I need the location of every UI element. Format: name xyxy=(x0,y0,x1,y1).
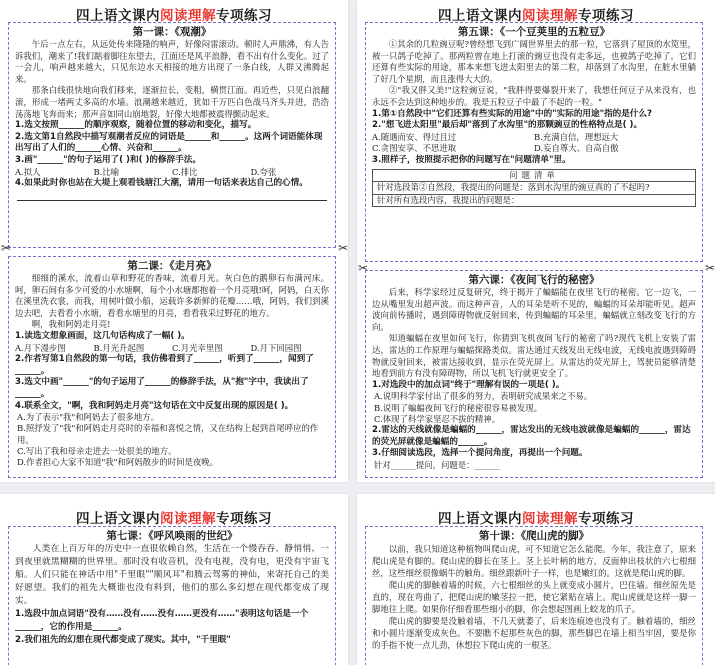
question-4: 4.联系全文，"啊，我和阿妈走月亮"这句话在文中反复出现的原因是( )。 xyxy=(15,400,294,411)
lesson-10-box xyxy=(365,526,703,665)
lesson-7-box xyxy=(8,526,336,665)
answer-line[interactable] xyxy=(17,190,327,201)
scissors-icon: ✂ xyxy=(1,241,12,255)
question-3-answer-line[interactable]: 针对______提问，问题是：______ xyxy=(374,459,500,470)
question-1: 1.第①自然段中"它们还算有些实际的用途"中的"实际的用途"指的是什么? xyxy=(372,108,653,119)
lesson-1-box xyxy=(8,22,336,248)
worksheet-page-2 xyxy=(357,0,715,482)
table-row[interactable]: 针对所有选段内容，我提出的问题是： xyxy=(373,194,696,207)
worksheet-page-1 xyxy=(0,0,348,482)
question-2-options: A.随遇而安、得过且过 B.充满自信，理想远大 xyxy=(372,131,619,142)
page-title: 四上语文课内阅读理解专项练习 xyxy=(438,511,634,527)
option-c: C.写出了我和母亲走进去一处很美的地方。 xyxy=(17,445,177,456)
question-3: 3.仔细阅读选段，选择一个提问角度，再提出一个问题。 xyxy=(372,448,588,459)
question-2: 2.作者写第1自然段的第一句话，我仿佛看到了______，听到了______，闻到了______。 xyxy=(15,354,314,376)
question-1: 1.选文按照______的顺序观察，随着位置的移动和变化，描写。 xyxy=(15,120,257,131)
page-title: 四上语文课内阅读理解专项练习 xyxy=(76,511,272,527)
question-3: 3.画"______"的句子运用了( )和( )的修辞手法。 xyxy=(15,154,201,165)
lesson-2-box xyxy=(8,256,336,478)
question-1-options: A.月下漫步图 B.月光升起图 C.月光幸里图 D.月下回园图 xyxy=(15,342,302,353)
option-b: B.说明了蝙蝠夜间飞行的秘密很容易被发现。 xyxy=(374,402,542,413)
table-row: 针对选段第②自然段，我提出的问题是：落到水沟里的豌豆真的了不起吗? xyxy=(373,182,696,195)
question-4: 4.如果此时你也站在大堤上观看钱塘江大潮，请用一句话来表达自己的心情。 xyxy=(15,178,308,189)
option-a: A.为了表示"我"和阿妈去了很多地方。 xyxy=(17,412,160,423)
page-title: 四上语文课内阅读理解专项练习 xyxy=(438,8,634,24)
table-header: 问题清单 xyxy=(373,169,696,182)
question-1: 1.对选段中的加点词"终于"理解有误的一项是( )。 xyxy=(372,379,565,390)
worksheet-page-4 xyxy=(357,494,715,665)
lesson-title: 第十课：《爬山虎的脚》 xyxy=(478,530,590,542)
scissors-icon: ✂ xyxy=(358,261,369,275)
question-2: 2.选文第1自然段中描写观潮者反应的词语是______和______。这两个词语能体现出写出了人们的______心情、兴奋和______。 xyxy=(15,131,323,154)
lesson-title: 第二课：《走月亮》 xyxy=(127,260,217,272)
question-list-table xyxy=(372,169,696,208)
lesson-title: 第五课：《一个豆荚里的五粒豆》 xyxy=(457,26,611,38)
passage: 午后一点左右，从远处传来隆隆的响声，好像闷雷滚动。顿时人声鼎沸，有人告诉我们，潮来了!我们踮着脚往东望去，江面还是风平浪静，看不出有什么变化。过了一会儿，响声越来越大，只见东边水天相接的地方出现了一条白线，人群又沸腾起来。 那条白线很快地向我们移来，逐渐拉长，变粗，横贯江面。再近些，只见白浪翻滚，形成一堵两丈多高的水墙。浪潮越来越近，犹如千万匹白色战马齐头并进，浩浩荡荡地飞奔而来；那声音如同山崩地裂，好像大地都被震得颤动起来。 xyxy=(15,39,329,119)
passage: 人类在上百万年的历史中一直很依赖自然，生活在一个慢吞吞、静悄悄、一到夜里就黑糊糊的世界里。那时没有收音机，没有电视，没有电，更没有宇宙飞船。人们只能在神话中用"千里眼""顺风耳"和腾云驾雾的神仙，来寄托自己的美好愿望。我们的祖先大概谁也没有料到，他们的那么多幻想在现代都变成了现实。 xyxy=(15,544,329,606)
question-3: 3.选文中画"______"的句子运用了______的修辞手法，从"抱"字中，我读出了______。 xyxy=(15,377,309,399)
scissors-icon: ✂ xyxy=(337,241,348,255)
question-2-options: C.贪图安享、不思进取 D.妄自尊大、自高自傲 xyxy=(372,143,619,154)
lesson-title: 第一课：《观潮》 xyxy=(132,26,212,38)
passage: ①其余的几粒豌豆呢?曾经想飞到广阔世界里去的那一粒，它落到了屋顶的水笕里，被一只鸽子吃掉了。那两粒曾在地上打滚的豌豆也没有走多远，也被鸽子吃掉了。它们还算有些实际的用途，那本来想飞进太阳里去的第二粒，却落到了水沟里，在脏水里躺了好几个星期，而且涨得大大的。 ②"我又胖又美!"这粒豌豆说，"我胖得要爆裂开来了，我想任何豆子从来没有，也永远不会达到这种地步的。我是五粒豆子中最了不起的一粒。" xyxy=(372,39,696,107)
lesson-title: 第六课：《夜间飞行的秘密》 xyxy=(468,274,600,286)
question-3: 3.照样子，按照提示把你的问题写在"问题清单"里。 xyxy=(372,154,571,165)
question-3-options: A.拟人 B.比喻 C.排比 D.夸张 xyxy=(15,166,277,177)
lesson-6-box xyxy=(365,270,703,478)
passage: 后来，科学家经过反复研究，终于揭开了蝙蝠能在夜里飞行的秘密。它一边飞，一边从嘴里发出超声波。而这种声音，人的耳朵是听不见的，蝙蝠的耳朵却能听见。超声波向前传播时，遇到障碍物就反射回来，传到蝙蝠的耳朵里，蝙蝠就立刻改变飞行的方向。 知道蝙蝠在夜里如何飞行，你猜到飞机夜间飞行的秘密了吗?现代飞机上安装了雷达，雷达的工作原理与蝙蝠探路类似。雷达通过天线发出无线电波，无线电波遇到障碍物就反射回来，被雷达接收到，显示在荧光屏上。从雷达的荧光屏上，驾驶员能够清楚地看到前方有没有障碍物，所以飞机飞行就更安全了。 xyxy=(372,287,696,379)
lesson-title: 第七课：《呼风唤雨的世纪》 xyxy=(106,530,238,542)
page-title: 四上语文课内阅读理解专项练习 xyxy=(76,8,272,24)
passage: 以前，我只知道这种植物叫爬山虎，可不知道它怎么能爬。今年，我注意了，原来爬山虎是有脚的。爬山虎的脚长在茎上。茎上长叶柄的地方，反面伸出枝状的六七根细丝，这些细丝很像蜗牛的触角。细丝跟新叶子一样，也是嫩红的。这就是爬山虎的脚。 爬山虎的脚触着墙的时候，六七根细丝的头上就变成小圆片，巴住墙。细丝原先是直的，现在弯曲了，把爬山虎的嫩茎拉一把，使它紧贴在墙上。爬山虎就是这样一脚一脚地往上爬。如果你仔细看那些细小的脚，你会想起图画上蛟龙的爪子。 爬山虎的脚要是没触着墙，不几天就萎了，后来连痕迹也没有了。触着墙的，细丝和小圆片逐渐变成灰色。不要瞧不起那些灰色的脚，那些脚巴在墙上相当牢固，要是你的手指不使一点儿劲，休想拉下爬山虎的一根茎。 xyxy=(372,544,696,650)
option-b: B.照抒发了"我"和阿妈走月亮时的幸福和喜悦之情，又在结构上起到首尾呼应的作用。 xyxy=(17,423,319,445)
option-a: A.说明科学家付出了很多的努力，表明研究成果来之不易。 xyxy=(374,391,593,402)
question-1: 1.选段中加点词语"没有……没有……没有……更没有……"表明这句话是一个______，它的作用是______。 xyxy=(15,609,309,632)
question-2: 2."想飞进太阳里"最后却"落到了水沟里"的那颗豌豆的性格特点是( )。 xyxy=(372,120,643,131)
lesson-5-box xyxy=(365,22,703,262)
worksheet-page-3 xyxy=(0,494,348,665)
question-2: 2.我们祖先的幻想在现代都变成了现实。其中，"千里眼" xyxy=(15,635,231,645)
option-d: D.作者担心大家不知道"我"和阿妈散步的时间是夜晚。 xyxy=(17,456,219,467)
passage: 细细的溪水，流着山草和野花的香味，流着月光。灰白色的鹅卵石布满河床。呵，卵石间有多少可爱的小水塘啊，每个小水塘都抱着一个月亮哦!呵，阿妈，白天你在溪里洗衣裳，而我，用树叶做小船，运载许多新鲜的花瓣……哦，阿妈，我们到溪边去吧，去看看小水塘，看看水塘里的月亮，看看我采过野花的地方。 啊，我和阿妈走月亮! xyxy=(15,273,329,330)
option-c: C.体现了科学家坚忍不拔的精神。 xyxy=(374,413,501,424)
scissors-icon: ✂ xyxy=(704,261,715,275)
question-1: 1.读选文想象画面，这几句话构成了一幅( )。 xyxy=(15,330,190,341)
question-2: 2.雷达的天线就像是蝙蝠的______，雷达发出的无线电波就像是蝙蝠的______，雷达的荧光屏就像是蝙蝠的______。 xyxy=(372,424,691,447)
